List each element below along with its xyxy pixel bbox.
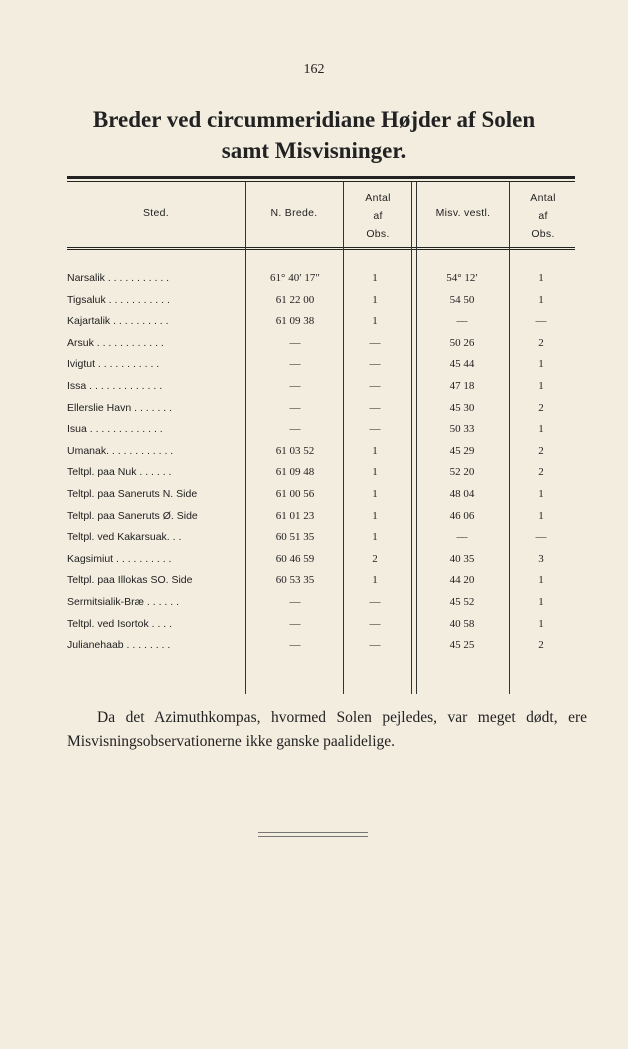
cell-brede: — [289,358,301,371]
cell-misv: 45 52 [449,595,475,608]
table-row [67,615,575,637]
cell-misv: 44 20 [449,574,475,587]
cell-obs1: — [369,401,381,414]
cell-misv: 54° 12′ [446,272,478,284]
cell-brede: — [289,401,301,414]
cell-misv: — [456,531,468,544]
table-row [67,528,575,550]
table-row [67,377,575,399]
page-title [40,104,588,166]
cell-sted: Julianehaab . . . . . . . . [67,639,171,652]
header-antal-obs-2: Antal af Obs. [530,192,556,240]
table-top-rule [67,176,575,179]
table-row [67,355,575,377]
table-row [67,571,575,593]
cell-misv: 40 35 [449,552,475,565]
cell-brede: — [289,595,301,608]
table-row [67,550,575,572]
table-top-rule-thin [67,181,575,182]
cell-obs1: 1 [372,315,378,328]
cell-obs2: 1 [538,487,544,500]
cell-sted: Kagsimiut . . . . . . . . . . [67,552,172,565]
cell-brede: — [289,423,301,436]
cell-misv: 52 20 [449,466,475,479]
cell-sted: Umanak. . . . . . . . . . . . [67,444,174,457]
table-row [67,636,575,658]
cell-obs2: 1 [538,617,544,630]
cell-obs2: 2 [538,444,544,457]
cell-obs1: 1 [372,487,378,500]
cell-misv: 50 33 [449,423,475,436]
cell-misv: 45 44 [449,358,475,371]
cell-obs2: 1 [538,293,544,306]
table-row [67,463,575,485]
cell-obs1: 1 [372,272,378,284]
cell-obs1: — [369,595,381,608]
table-row [67,269,575,291]
cell-obs1: — [369,423,381,436]
table-row [67,507,575,529]
header-sted: Sted. [142,207,170,219]
cell-obs1: 1 [372,531,378,544]
cell-sted: Teltpl. paa Nuk . . . . . . [67,466,172,479]
table-row [67,312,575,334]
cell-brede: — [289,336,301,349]
cell-sted: Teltpl. paa Saneruts Ø. Side [67,509,198,522]
cell-sted: Ellerslie Havn . . . . . . . [67,401,173,414]
cell-brede: 61 01 23 [275,509,315,522]
cell-obs2: 1 [538,509,544,522]
cell-sted: Arsuk . . . . . . . . . . . . [67,336,164,349]
table-row [67,593,575,615]
header-rule [67,247,575,248]
cell-brede: — [289,639,301,652]
cell-obs2: 1 [538,423,544,436]
cell-misv: 45 29 [449,444,475,457]
cell-brede: 61 09 48 [275,466,315,479]
cell-sted: Teltpl. paa Illokas SO. Side [67,574,193,587]
header-misvisning: Misv. vestl. [435,207,491,219]
header-antal-obs-1: Antal af Obs. [365,192,391,240]
title-line-2: samt Misvisninger. [221,138,407,163]
cell-sted: Teltpl. paa Saneruts N. Side [67,487,198,500]
cell-obs2: 3 [538,552,544,565]
cell-misv: 45 30 [449,401,475,414]
cell-obs2: 2 [538,336,544,349]
cell-misv: 47 18 [449,379,475,392]
cell-obs1: 2 [372,552,378,565]
table-row [67,485,575,507]
cell-obs2: 1 [538,358,544,371]
cell-brede: 60 46 59 [275,552,315,565]
cell-misv: 54 50 [449,293,475,306]
cell-obs2: 2 [538,466,544,479]
decorative-rule [258,836,368,837]
page-number: 162 [303,62,325,77]
cell-brede: 61 03 52 [275,444,315,457]
cell-misv: 40 58 [449,617,475,630]
cell-misv: 48 04 [449,487,475,500]
cell-obs1: — [369,358,381,371]
cell-brede: 60 53 35 [275,574,315,587]
cell-sted: Sermitsialik-Bræ . . . . . . [67,595,180,608]
cell-brede: 61 00 56 [275,487,315,500]
cell-obs1: — [369,639,381,652]
cell-brede: 61 22 00 [275,293,315,306]
cell-sted: Narsalik . . . . . . . . . . . [67,272,170,284]
decorative-rule [258,832,368,833]
table-body [67,269,575,658]
cell-obs1: 1 [372,574,378,587]
observation-table [67,176,575,718]
footnote: Da det Azimuthkompas, hvormed Solen pejledes, var meget dødt, ere Misvisningsobservationerne ikke ganske paalidelige. [67,709,587,750]
cell-obs2: 1 [538,595,544,608]
cell-obs2: 2 [538,639,544,652]
cell-obs2: 1 [538,379,544,392]
cell-obs2: — [535,315,547,328]
table-row [67,442,575,464]
cell-brede: 60 51 35 [275,531,315,544]
table-row [67,334,575,356]
cell-sted: Isua . . . . . . . . . . . . . [67,423,163,436]
table-row [67,291,575,313]
cell-sted: Issa . . . . . . . . . . . . . [67,379,163,392]
cell-obs2: 1 [538,272,544,284]
cell-misv: 50 26 [449,336,475,349]
cell-brede: 61° 40′ 17″ [270,272,320,284]
cell-sted: Tigsaluk . . . . . . . . . . . [67,293,170,306]
cell-obs1: 1 [372,509,378,522]
cell-misv: 45 25 [449,639,475,652]
cell-misv: 46 06 [449,509,475,522]
cell-obs1: — [369,617,381,630]
cell-brede: — [289,379,301,392]
cell-obs1: 1 [372,444,378,457]
cell-obs2: — [535,531,547,544]
cell-obs1: — [369,336,381,349]
cell-obs2: 1 [538,574,544,587]
table-row [67,420,575,442]
cell-brede: — [289,617,301,630]
table-row [67,399,575,421]
cell-sted: Teltpl. ved Kakarsuak. . . [67,531,182,544]
cell-obs1: 1 [372,466,378,479]
cell-obs1: 1 [372,293,378,306]
cell-sted: Kajartalik . . . . . . . . . . [67,315,169,328]
cell-brede: 61 09 38 [275,315,315,328]
cell-misv: — [456,315,468,328]
title-line-1: Breder ved circummeridiane Højder af Solen [92,107,536,132]
header-brede: N. Brede. [270,207,318,219]
cell-obs1: — [369,379,381,392]
cell-obs2: 2 [538,401,544,414]
cell-sted: Teltpl. ved Isortok . . . . [67,617,173,630]
header-rule-second [67,249,575,250]
cell-sted: Ivigtut . . . . . . . . . . . [67,358,160,371]
